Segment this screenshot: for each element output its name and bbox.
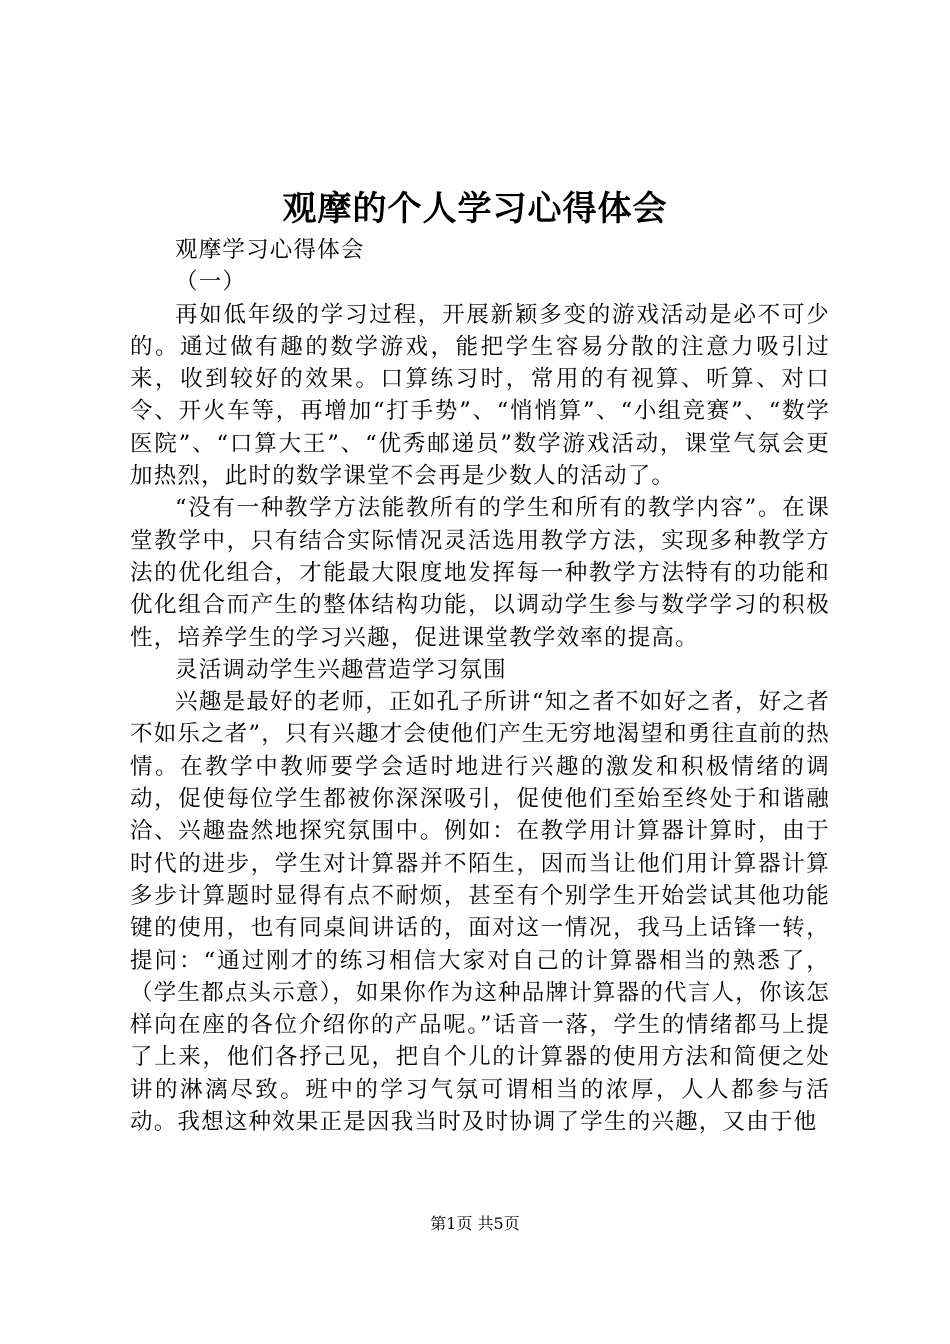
document-body <box>130 234 830 1138</box>
page-footer: 第1页 共5页 <box>430 1214 520 1233</box>
section-heading: 灵活调动学生兴趣营造学习氛围 <box>175 656 507 683</box>
subtitle-paragraph: 观摩学习心得体会 <box>175 237 365 263</box>
body-paragraph: 兴趣是最好的老师，正如孔子所讲“知之者不如好之者，好之者不如乐之者”，只有兴趣才会使他们产生无穷地渴望和勇往直前的热情。在教学中教师要学会适时地进行兴趣的激发和积极情绪的调动，促使每位学生都被你深深吸引，促使他们至始至终处于和谐融洽、兴趣盎然地探究氛围中。例如：在教学用计算器计算时，由于时代的进步，学生对计算器并不陌生，因而当让他们用计算器计算多步计算题时显得有点不耐烦，甚至有个别学生开始尝试其他功能键的使用，也有同桌间讲话的，面对这一情况，我马上话锋一转，提问：“通过刚才的练习相信大家对自己的计算器相当的熟悉了，（学生都点头示意），如果你作为这种品牌计算器的代言人，你该怎样向在座的各位介绍你的产品呢。”话音一落，学生的情绪都马上提了上来，他们各抒己见，把自个儿的计算器的使用方法和简便之处讲的淋漓尽致。班中的学习气氛可谓相当的浓厚，人人都参与活动。我想这种效果正是因我当时及时协调了学生的兴趣，又由于他 <box>130 689 831 1136</box>
body-paragraph: 再如低年级的学习过程，开展新颖多变的游戏活动是必不可少的。通过做有趣的数学游戏，能把学生容易分散的注意力吸引过来，收到较好的效果。口算练习时，常用的有视算、听算、对口令、开火车等，再增加“打手势”、“悄悄算”、“小组竞赛”、“数学医院”、“口算大王”、“优秀邮递员”数学游戏活动，课堂气氛会更加热烈，此时的数学课堂不会再是少数人的活动了。 <box>130 301 830 490</box>
section-number: （一） <box>175 269 247 296</box>
document-title: 观摩的个人学习心得体会 <box>282 189 668 229</box>
body-paragraph: “没有一种教学方法能教所有的学生和所有的教学内容”。在课堂教学中，只有结合实际情况灵活选用教学方法，实现多种教学方法的优化组合，才能最大限度地发挥每一种教学方法特有的功能和优化组合而产生的整体结构功能，以调动学生参与数学学习的积极性，培养学生的学习兴趣，促进课堂教学效率的提高。 <box>130 495 830 651</box>
